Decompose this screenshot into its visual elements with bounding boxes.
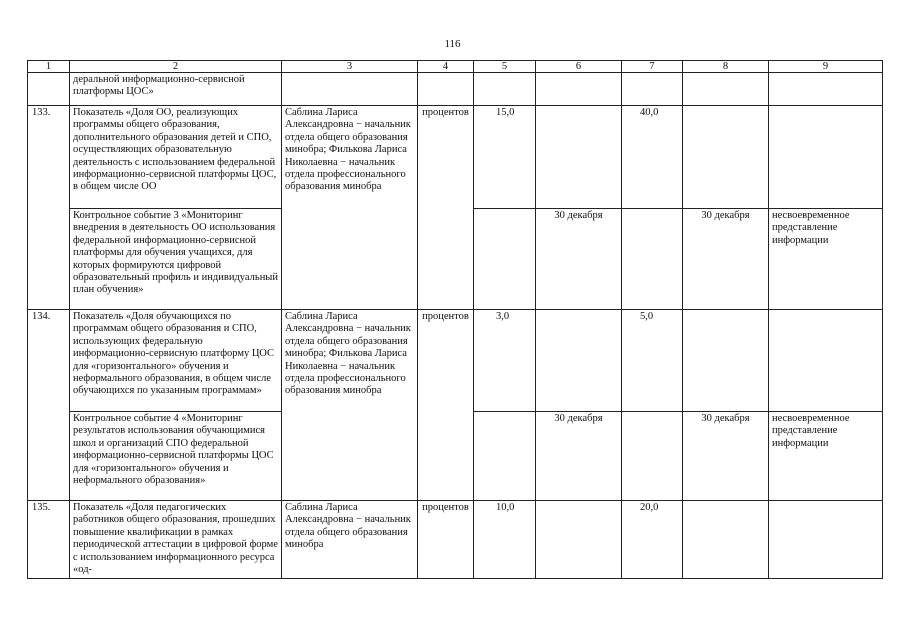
empty-cell (769, 501, 883, 579)
plan-table (27, 60, 883, 579)
header-cell: 9 (769, 61, 883, 73)
row-number: 135. (28, 501, 70, 579)
responsible-text: Саблина Лариса Александровна − начальник отдела общего образования минобра (282, 501, 418, 579)
empty-cell (683, 106, 769, 209)
empty-cell (474, 73, 536, 106)
risk-text: несвоевременное представление информации (769, 209, 883, 310)
indicator-text: Показатель «Доля педагогических работников общего образования, прошедших повышение квалификации в рамках периодической аттестации в цифровой форме с использованием информационного ресурса «од- (70, 501, 282, 579)
empty-cell (622, 73, 683, 106)
empty-cell (282, 73, 418, 106)
unit-text: процентов (418, 310, 474, 501)
empty-cell (769, 106, 883, 209)
responsible-text: Саблина Лариса Александровна − начальник отдела общего образования минобра; Филькова Лариса Николаевна − начальник отдела профессионального образования минобра (282, 310, 418, 501)
header-cell: 7 (622, 61, 683, 73)
empty-cell (28, 73, 70, 106)
event-date-col6: 30 декабря (536, 209, 622, 310)
empty-cell (474, 412, 536, 501)
empty-cell (683, 501, 769, 579)
empty-cell (683, 310, 769, 412)
indicator-text: Показатель «Доля ОО, реализующих программы общего образования, дополнительного образования детей и СПО, осуществляющих образовательную деятельность с использованием федеральной информационно-сервисной платформы ЦОС, в общем числе ОО (70, 106, 282, 209)
empty-cell (536, 73, 622, 106)
page-number: 116 (444, 38, 461, 50)
empty-cell (769, 310, 883, 412)
empty-cell (769, 73, 883, 106)
row-number: 134. (28, 310, 70, 501)
empty-cell (536, 501, 622, 579)
value-col7: 20,0 (622, 501, 683, 579)
header-cell: 3 (282, 61, 418, 73)
risk-text: несвоевременное представление информации (769, 412, 883, 501)
empty-cell (622, 412, 683, 501)
value-col5: 10,0 (474, 501, 536, 579)
event-date-col8: 30 декабря (683, 209, 769, 310)
responsible-text: Саблина Лариса Александровна − начальник отдела общего образования минобра; Филькова Лариса Николаевна − начальник отдела профессионального образования минобра (282, 106, 418, 310)
event-date-col8: 30 декабря (683, 412, 769, 501)
header-cell: 6 (536, 61, 622, 73)
value-col5: 15,0 (474, 106, 536, 209)
value-col5: 3,0 (474, 310, 536, 412)
empty-cell (536, 310, 622, 412)
empty-cell (536, 106, 622, 209)
event-date-col6: 30 декабря (536, 412, 622, 501)
empty-cell (683, 73, 769, 106)
indicator-text: деральной информационно-сервисной платформы ЦОС» (70, 73, 282, 106)
table-row (28, 106, 883, 209)
indicator-text: Показатель «Доля обучающихся по программам общего образования и СПО, использующих федеральную информационно-сервисную платформу ЦОС для «горизонтального» обучения и неформального образования, в общем числе обучающихся по указанным программам» (70, 310, 282, 412)
control-event-text: Контрольное событие 3 «Мониторинг внедрения в деятельность ОО использования федеральной информационно-сервисной платформы для обучения учащихся, для которых формируются цифровой образовательный профиль и индивидуальный план обучения» (70, 209, 282, 310)
header-cell: 4 (418, 61, 474, 73)
table-row (28, 501, 883, 579)
header-cell: 5 (474, 61, 536, 73)
empty-cell (418, 73, 474, 106)
header-cell: 8 (683, 61, 769, 73)
unit-text: процентов (418, 106, 474, 310)
unit-text: процентов (418, 501, 474, 579)
header-cell: 2 (70, 61, 282, 73)
control-event-text: Контрольное событие 4 «Мониторинг результатов использования обучающимися школ и организаций СПО федеральной информационно-сервисной платформы ЦОС для «горизонтального» обучения и неформального образования» (70, 412, 282, 501)
empty-cell (622, 209, 683, 310)
continuation-row (28, 73, 883, 106)
value-col7: 5,0 (622, 310, 683, 412)
header-cell: 1 (28, 61, 70, 73)
table-row (28, 310, 883, 412)
row-number: 133. (28, 106, 70, 310)
empty-cell (474, 209, 536, 310)
value-col7: 40,0 (622, 106, 683, 209)
header-row (28, 61, 883, 73)
